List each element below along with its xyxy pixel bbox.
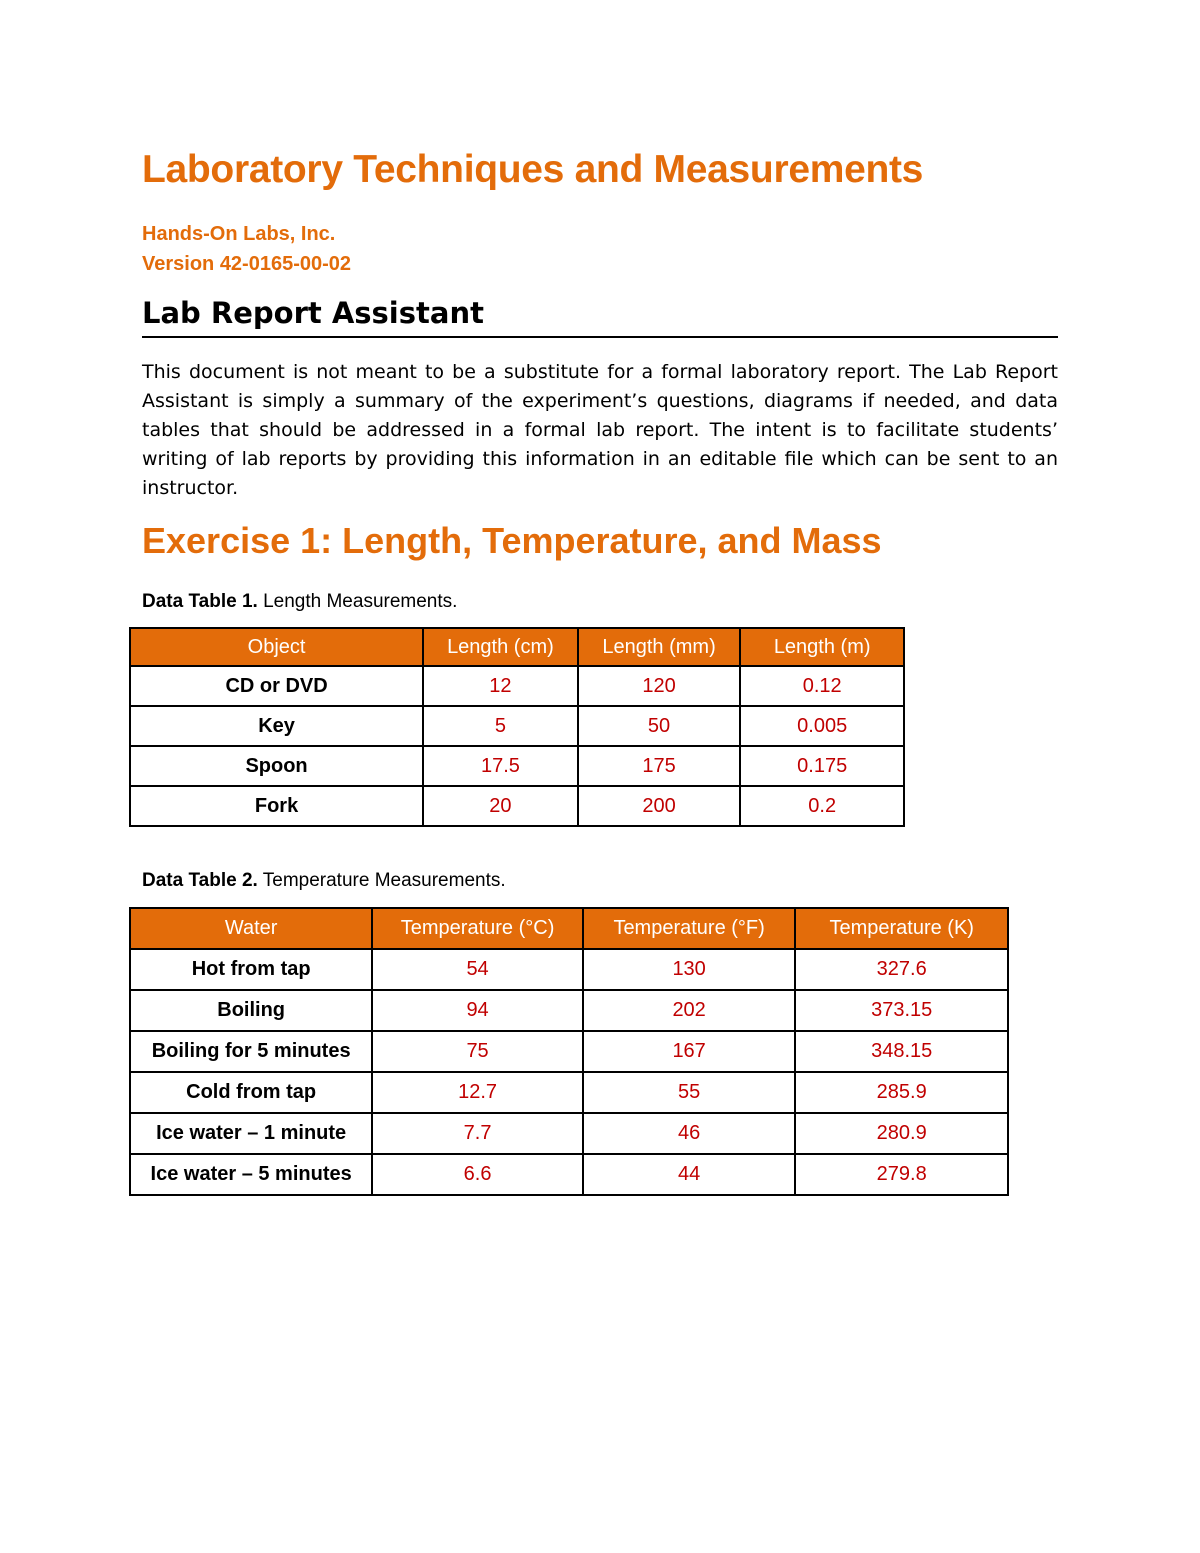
table-row — [130, 1072, 1008, 1113]
table-header-row — [130, 908, 1008, 949]
table1-caption-label: Data Table 1. — [142, 591, 258, 612]
value-cell: 55 — [583, 1072, 796, 1113]
intro-paragraph: This document is not meant to be a substitute for a formal laboratory report. The Lab Report Assistant is simply a summary of the experiment’s questions, diagrams if needed, and data tables that should be addressed in a formal lab report. The intent is to facilitate students’ writing of lab reports by providing this information in an editable file which can be sent to an instructor. — [142, 361, 1058, 499]
document-title: Laboratory Techniques and Measurements — [142, 148, 924, 191]
value-cell: 20 — [423, 786, 578, 826]
value-cell: 0.005 — [740, 706, 904, 746]
value-cell: 0.12 — [740, 666, 904, 706]
length-measurements-table — [129, 627, 905, 827]
value-cell: 175 — [578, 746, 741, 786]
table-row — [130, 786, 904, 826]
value-cell: 75 — [372, 1031, 583, 1072]
table-row — [130, 1154, 1008, 1195]
value-cell: 200 — [578, 786, 741, 826]
temperature-measurements-table — [129, 907, 1009, 1196]
table-row — [130, 949, 1008, 990]
value-cell: 6.6 — [372, 1154, 583, 1195]
value-cell: 0.175 — [740, 746, 904, 786]
value-cell: 167 — [583, 1031, 796, 1072]
table-row — [130, 706, 904, 746]
table-row — [130, 746, 904, 786]
row-label-cell: Boiling for 5 minutes — [130, 1031, 372, 1072]
table2-caption-text: Temperature Measurements. — [257, 870, 506, 891]
row-label-cell: Cold from tap — [130, 1072, 372, 1113]
row-label-cell: Ice water – 5 minutes — [130, 1154, 372, 1195]
row-label-cell: CD or DVD — [130, 666, 423, 706]
value-cell: 130 — [583, 949, 796, 990]
value-cell: 285.9 — [795, 1072, 1008, 1113]
value-cell: 120 — [578, 666, 741, 706]
column-header: Temperature (°C) — [372, 908, 583, 949]
value-cell: 280.9 — [795, 1113, 1008, 1154]
column-header: Object — [130, 628, 423, 666]
row-label-cell: Key — [130, 706, 423, 746]
value-cell: 46 — [583, 1113, 796, 1154]
table-row — [130, 1113, 1008, 1154]
value-cell: 12 — [423, 666, 578, 706]
column-header: Length (m) — [740, 628, 904, 666]
value-cell: 12.7 — [372, 1072, 583, 1113]
value-cell: 50 — [578, 706, 741, 746]
value-cell: 17.5 — [423, 746, 578, 786]
table1-caption-text: Length Measurements. — [257, 591, 458, 612]
table-row — [130, 666, 904, 706]
value-cell: 54 — [372, 949, 583, 990]
table-row — [130, 990, 1008, 1031]
value-cell: 348.15 — [795, 1031, 1008, 1072]
column-header: Length (mm) — [578, 628, 741, 666]
value-cell: 44 — [583, 1154, 796, 1195]
column-header: Temperature (°F) — [583, 908, 796, 949]
value-cell: 7.7 — [372, 1113, 583, 1154]
value-cell: 5 — [423, 706, 578, 746]
publisher-name: Hands-On Labs, Inc. — [142, 223, 336, 245]
exercise-heading: Exercise 1: Length, Temperature, and Mass — [142, 520, 882, 561]
row-label-cell: Hot from tap — [130, 949, 372, 990]
table-header-row — [130, 628, 904, 666]
section-heading: Lab Report Assistant — [142, 296, 1058, 338]
row-label-cell: Spoon — [130, 746, 423, 786]
column-header: Water — [130, 908, 372, 949]
table-row — [130, 1031, 1008, 1072]
value-cell: 94 — [372, 990, 583, 1031]
version-number: Version 42-0165-00-02 — [142, 253, 352, 275]
table2-caption-label: Data Table 2. — [142, 870, 258, 891]
table1-caption — [142, 591, 457, 613]
row-label-cell: Boiling — [130, 990, 372, 1031]
value-cell: 373.15 — [795, 990, 1008, 1031]
row-label-cell: Ice water – 1 minute — [130, 1113, 372, 1154]
value-cell: 0.2 — [740, 786, 904, 826]
value-cell: 202 — [583, 990, 796, 1031]
column-header: Length (cm) — [423, 628, 578, 666]
value-cell: 327.6 — [795, 949, 1008, 990]
value-cell: 279.8 — [795, 1154, 1008, 1195]
table2-caption — [142, 870, 506, 892]
row-label-cell: Fork — [130, 786, 423, 826]
column-header: Temperature (K) — [795, 908, 1008, 949]
